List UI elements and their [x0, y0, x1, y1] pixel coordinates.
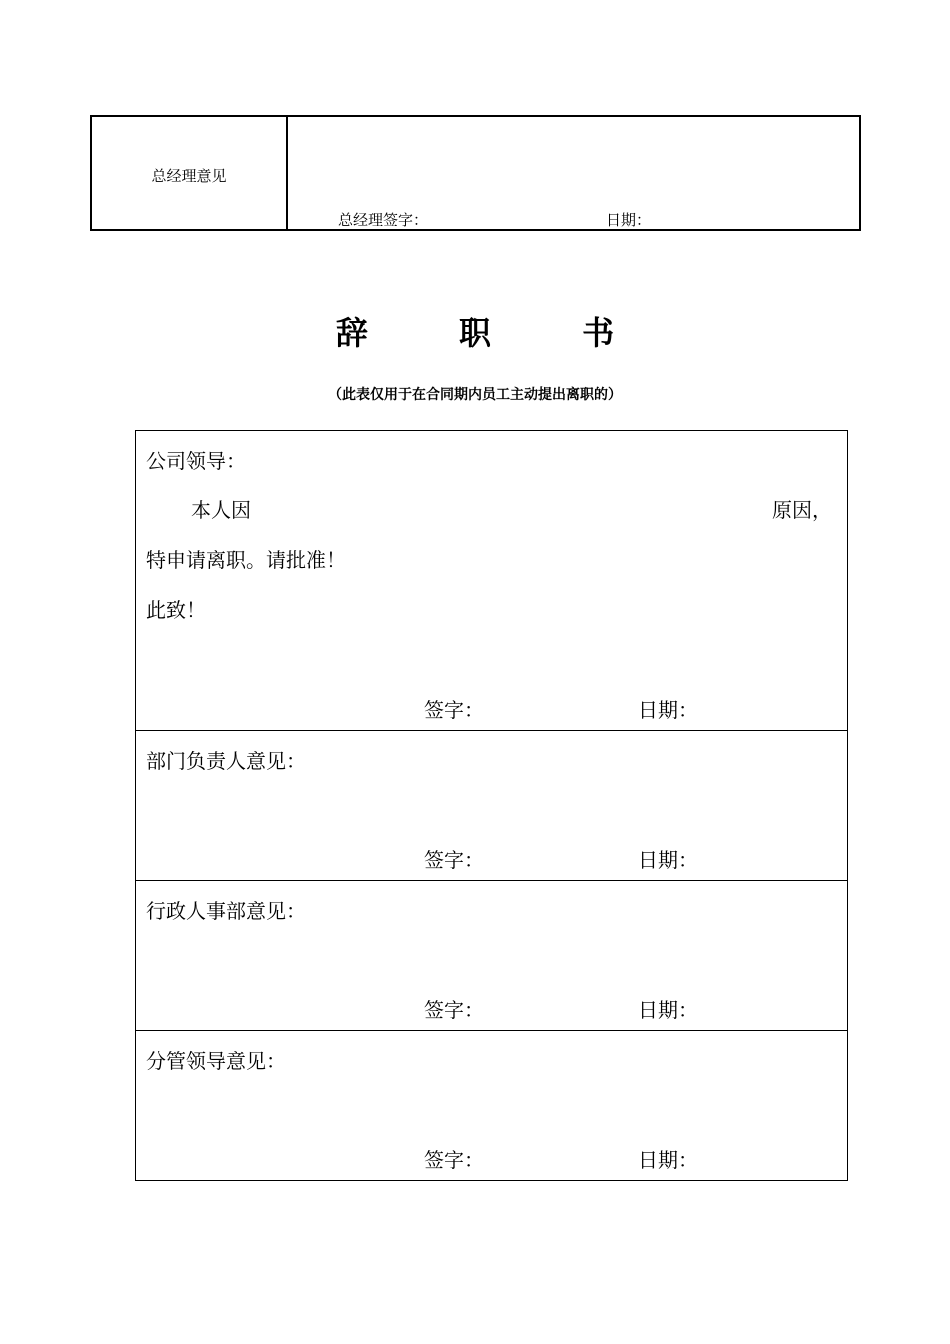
page-subtitle: （此表仅用于在合同期内员工主动提出离职的）: [328, 387, 622, 403]
hr-label: 行政人事部意见：: [146, 899, 306, 923]
hr-date-label: 日期：: [638, 998, 698, 1022]
request-text: 特申请离职。请批准！: [146, 548, 346, 572]
reason-suffix: 原因，: [772, 498, 832, 522]
reason-prefix: 本人因: [191, 498, 251, 522]
supervising-leader-label: 分管领导意见：: [146, 1049, 286, 1073]
resignation-letter-section[interactable]: [136, 431, 847, 731]
department-head-signature-label: 签字：: [424, 848, 484, 872]
supervising-leader-date-label: 日期：: [638, 1148, 698, 1172]
gm-signature-label: 总经理签字：: [338, 211, 429, 229]
gm-opinion-content-cell[interactable]: [288, 117, 859, 229]
gm-opinion-label: 总经理意见: [151, 167, 227, 185]
hr-section[interactable]: [136, 881, 847, 1031]
gm-date-label: 日期：: [606, 211, 652, 229]
gm-opinion-table: [90, 115, 861, 231]
supervising-leader-section[interactable]: [136, 1031, 847, 1181]
employee-date-label: 日期：: [638, 698, 698, 722]
salutation: 公司领导：: [146, 449, 246, 473]
resignation-form: [135, 430, 848, 1181]
employee-signature-label: 签字：: [424, 698, 484, 722]
gm-opinion-label-cell: [92, 117, 288, 229]
page-title: 辞 职 书: [335, 314, 655, 352]
department-head-label: 部门负责人意见：: [146, 749, 306, 773]
supervising-leader-signature-label: 签字：: [424, 1148, 484, 1172]
department-head-section[interactable]: [136, 731, 847, 881]
department-head-date-label: 日期：: [638, 848, 698, 872]
hr-signature-label: 签字：: [424, 998, 484, 1022]
closing-text: 此致！: [146, 598, 206, 622]
